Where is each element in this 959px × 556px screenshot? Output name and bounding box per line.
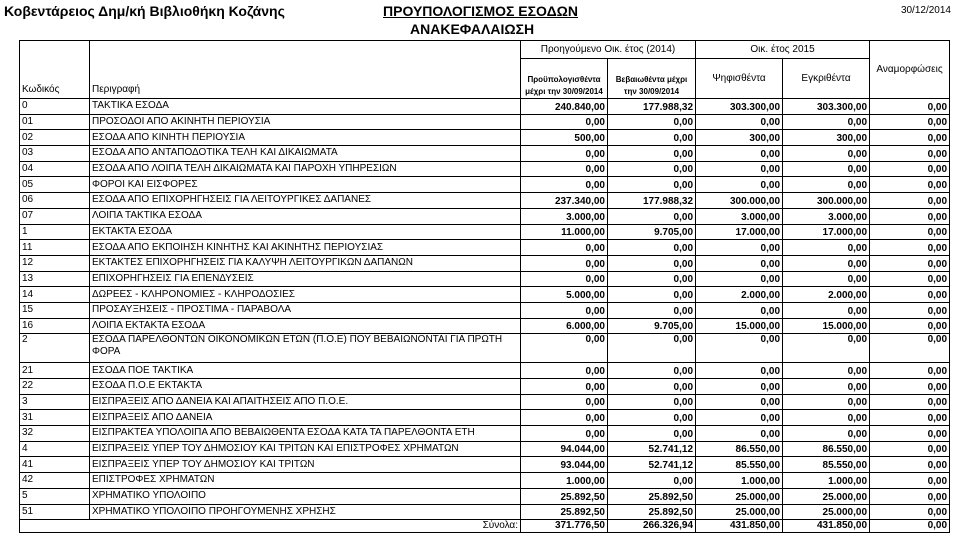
cell-certified: 0,00 — [608, 161, 696, 177]
cell-voted: 0,00 — [696, 240, 783, 256]
cell-code: 1 — [20, 224, 90, 240]
cell-budgeted: 0,00 — [521, 255, 608, 271]
cell-description: ΕΣΟΔΑ ΑΠΟ ΕΚΠΟΙΗΣΗ ΚΙΝΗΤΗΣ ΚΑΙ ΑΚΙΝΗΤΗΣ ΠΕΡΙΟΥΣΙΑΣ — [90, 240, 521, 256]
cell-revisions: 0,00 — [870, 488, 950, 504]
table-row — [20, 302, 950, 318]
table-row — [20, 318, 950, 334]
table-row — [20, 457, 950, 473]
cell-revisions: 0,00 — [870, 426, 950, 442]
cell-code: 06 — [20, 193, 90, 209]
cell-code: 0 — [20, 99, 90, 115]
cell-certified: 25.892,50 — [608, 504, 696, 520]
cell-certified: 9.705,00 — [608, 318, 696, 334]
cell-certified: 0,00 — [608, 271, 696, 287]
cell-certified: 0,00 — [608, 177, 696, 193]
cell-budgeted: 0,00 — [521, 410, 608, 426]
cell-description: ΛΟΙΠΑ ΤΑΚΤΙΚΑ ΕΣΟΔΑ — [90, 208, 521, 224]
cell-revisions: 0,00 — [870, 379, 950, 395]
table-row — [20, 363, 950, 379]
cell-certified: 0,00 — [608, 255, 696, 271]
cell-approved: 0,00 — [783, 114, 870, 130]
cell-code: 16 — [20, 318, 90, 334]
cell-budgeted: 240.840,00 — [521, 99, 608, 115]
cell-certified: 0,00 — [608, 334, 696, 363]
cell-certified: 52.741,12 — [608, 441, 696, 457]
total-budgeted: 371.776,50 — [521, 520, 608, 533]
table-row — [20, 488, 950, 504]
cell-certified: 52.741,12 — [608, 457, 696, 473]
cell-revisions: 0,00 — [870, 114, 950, 130]
cell-approved: 0,00 — [783, 255, 870, 271]
cell-approved: 17.000,00 — [783, 224, 870, 240]
cell-budgeted: 500,00 — [521, 130, 608, 146]
table-row — [20, 114, 950, 130]
header-row-groups — [20, 41, 950, 59]
table-row — [20, 473, 950, 489]
cell-description: ΕΠΙΣΤΡΟΦΕΣ ΧΡΗΜΑΤΩΝ — [90, 473, 521, 489]
cell-approved: 0,00 — [783, 394, 870, 410]
table-row — [20, 379, 950, 395]
cell-description: ΕΠΙΧΟΡΗΓΗΣΕΙΣ ΓΙΑ ΕΠΕΝΔΥΣΕΙΣ — [90, 271, 521, 287]
cell-approved: 25.000,00 — [783, 488, 870, 504]
cell-code: 15 — [20, 302, 90, 318]
cell-budgeted: 11.000,00 — [521, 224, 608, 240]
cell-certified: 0,00 — [608, 208, 696, 224]
cell-revisions: 0,00 — [870, 271, 950, 287]
cell-approved: 0,00 — [783, 334, 870, 363]
column-header-voted: Ψηφισθέντα — [696, 59, 783, 99]
table-row — [20, 426, 950, 442]
cell-budgeted: 237.340,00 — [521, 193, 608, 209]
revenue-summary-table — [19, 40, 950, 533]
cell-voted: 3.000,00 — [696, 208, 783, 224]
cell-code: 31 — [20, 410, 90, 426]
cell-approved: 1.000,00 — [783, 473, 870, 489]
cell-voted: 25.000,00 — [696, 488, 783, 504]
cell-description: ΕΙΣΠΡΑΚΤΕΑ ΥΠΟΛΟΙΠΑ ΑΠΟ ΒΕΒΑΙΩΘΕΝΤΑ ΕΣΟΔΑ ΚΑΤΑ ΤΑ ΠΑΡΕΛΘΟΝΤΑ ΕΤΗ — [90, 426, 521, 442]
cell-revisions: 0,00 — [870, 161, 950, 177]
cell-revisions: 0,00 — [870, 318, 950, 334]
cell-budgeted: 25.892,50 — [521, 504, 608, 520]
cell-voted: 0,00 — [696, 302, 783, 318]
report-date: 30/12/2014 — [900, 5, 951, 16]
cell-budgeted: 0,00 — [521, 146, 608, 162]
organization-name: Κοβεντάρειος Δημ/κή Βιβλιοθήκη Κοζάνης — [4, 3, 285, 19]
cell-code: 4 — [20, 441, 90, 457]
column-header-revisions: Αναμορφώσεις — [870, 41, 950, 99]
cell-budgeted: 25.892,50 — [521, 488, 608, 504]
total-revisions: 0,00 — [870, 520, 950, 533]
cell-budgeted: 0,00 — [521, 240, 608, 256]
cell-voted: 0,00 — [696, 161, 783, 177]
cell-approved: 0,00 — [783, 379, 870, 395]
cell-approved: 3.000,00 — [783, 208, 870, 224]
cell-code: 12 — [20, 255, 90, 271]
cell-certified: 0,00 — [608, 473, 696, 489]
cell-revisions: 0,00 — [870, 394, 950, 410]
cell-approved: 0,00 — [783, 363, 870, 379]
cell-certified: 0,00 — [608, 287, 696, 303]
cell-certified: 0,00 — [608, 146, 696, 162]
cell-certified: 0,00 — [608, 114, 696, 130]
cell-voted: 0,00 — [696, 255, 783, 271]
cell-revisions: 0,00 — [870, 363, 950, 379]
cell-voted: 0,00 — [696, 410, 783, 426]
cell-budgeted: 6.000,00 — [521, 318, 608, 334]
cell-revisions: 0,00 — [870, 441, 950, 457]
cell-approved: 0,00 — [783, 426, 870, 442]
cell-revisions: 0,00 — [870, 193, 950, 209]
cell-approved: 0,00 — [783, 240, 870, 256]
cell-certified: 0,00 — [608, 240, 696, 256]
cell-revisions: 0,00 — [870, 146, 950, 162]
cell-description: ΧΡΗΜΑΤΙΚΟ ΥΠΟΛΟΙΠΟ ΠΡΟΗΓΟΥΜΕΝΗΣ ΧΡΗΣΗΣ — [90, 504, 521, 520]
cell-voted: 300.000,00 — [696, 193, 783, 209]
cell-budgeted: 93.044,00 — [521, 457, 608, 473]
cell-revisions: 0,00 — [870, 457, 950, 473]
cell-description: ΕΙΣΠΡΑΞΕΙΣ ΥΠΕΡ ΤΟΥ ΔΗΜΟΣΙΟΥ ΚΑΙ ΤΡΙΤΩΝ ΚΑΙ ΕΠΙΣΤΡΟΦΕΣ ΧΡΗΜΑΤΩΝ — [90, 441, 521, 457]
table-row — [20, 410, 950, 426]
total-certified: 266.326,94 — [608, 520, 696, 533]
cell-revisions: 0,00 — [870, 240, 950, 256]
cell-code: 22 — [20, 379, 90, 395]
cell-description: ΕΣΟΔΑ ΑΠΟ ΛΟΙΠΑ ΤΕΛΗ ΔΙΚΑΙΩΜΑΤΑ ΚΑΙ ΠΑΡΟΧΗ ΥΠΗΡΕΣΙΩΝ — [90, 161, 521, 177]
cell-revisions: 0,00 — [870, 255, 950, 271]
cell-certified: 0,00 — [608, 130, 696, 146]
cell-certified: 0,00 — [608, 426, 696, 442]
column-header-certified: Βεβαιωθέντα μέχρι την 30/09/2014 — [608, 59, 696, 99]
cell-approved: 86.550,00 — [783, 441, 870, 457]
cell-revisions: 0,00 — [870, 473, 950, 489]
cell-approved: 2.000,00 — [783, 287, 870, 303]
report-title: ΠΡΟΥΠΟΛΟΓΙΣΜΟΣ ΕΣΟΔΩΝ — [383, 3, 578, 19]
cell-code: 41 — [20, 457, 90, 473]
table-row — [20, 271, 950, 287]
column-group-current-year: Οικ. έτος 2015 — [696, 41, 870, 59]
cell-budgeted: 0,00 — [521, 394, 608, 410]
cell-budgeted: 94.044,00 — [521, 441, 608, 457]
cell-description: ΕΙΣΠΡΑΞΕΙΣ ΥΠΕΡ ΤΟΥ ΔΗΜΟΣΙΟΥ ΚΑΙ ΤΡΙΤΩΝ — [90, 457, 521, 473]
cell-approved: 0,00 — [783, 161, 870, 177]
cell-voted: 0,00 — [696, 177, 783, 193]
cell-code: 21 — [20, 363, 90, 379]
cell-description: ΕΙΣΠΡΑΞΕΙΣ ΑΠΟ ΔΑΝΕΙΑ ΚΑΙ ΑΠΑΙΤΗΣΕΙΣ ΑΠΟ Π.Ο.Ε. — [90, 394, 521, 410]
cell-approved: 0,00 — [783, 271, 870, 287]
cell-code: 51 — [20, 504, 90, 520]
cell-approved: 0,00 — [783, 410, 870, 426]
cell-budgeted: 3.000,00 — [521, 208, 608, 224]
totals-row — [20, 520, 950, 533]
column-header-approved: Εγκριθέντα — [783, 59, 870, 99]
table-row — [20, 99, 950, 115]
cell-budgeted: 0,00 — [521, 426, 608, 442]
cell-description: ΠΡΟΣΟΔΟΙ ΑΠΟ ΑΚΙΝΗΤΗ ΠΕΡΙΟΥΣΙΑ — [90, 114, 521, 130]
cell-voted: 0,00 — [696, 114, 783, 130]
cell-revisions: 0,00 — [870, 334, 950, 363]
cell-approved: 300,00 — [783, 130, 870, 146]
column-header-budgeted: Προϋπολογισθέντα μέχρι την 30/09/2014 — [521, 59, 608, 99]
report-subtitle: ΑΝΑΚΕΦΑΛΑΙΩΣΗ — [410, 21, 535, 37]
cell-voted: 0,00 — [696, 271, 783, 287]
cell-certified: 0,00 — [608, 394, 696, 410]
cell-approved: 303.300,00 — [783, 99, 870, 115]
cell-description: ΕΚΤΑΚΤΑ ΕΣΟΔΑ — [90, 224, 521, 240]
cell-voted: 303.300,00 — [696, 99, 783, 115]
cell-description: ΕΚΤΑΚΤΕΣ ΕΠΙΧΟΡΗΓΗΣΕΙΣ ΓΙΑ ΚΑΛΥΨΗ ΛΕΙΤΟΥΡΓΙΚΩΝ ΔΑΠΑΝΩΝ — [90, 255, 521, 271]
cell-certified: 177.988,32 — [608, 193, 696, 209]
cell-voted: 0,00 — [696, 334, 783, 363]
cell-description: ΕΣΟΔΑ ΠΑΡΕΛΘΟΝΤΩΝ ΟΙΚΟΝΟΜΙΚΩΝ ΕΤΩΝ (Π.Ο.Ε) ΠΟΥ ΒΕΒΑΙΩΝΟΝΤΑΙ ΓΙΑ ΠΡΩΤΗ ΦΟΡΑ — [90, 334, 521, 363]
cell-description: ΧΡΗΜΑΤΙΚΟ ΥΠΟΛΟΙΠΟ — [90, 488, 521, 504]
table-row — [20, 130, 950, 146]
cell-description: ΕΣΟΔΑ ΑΠΟ ΑΝΤΑΠΟΔΟΤΙΚΑ ΤΕΛΗ ΚΑΙ ΔΙΚΑΙΩΜΑΤΑ — [90, 146, 521, 162]
cell-voted: 0,00 — [696, 146, 783, 162]
cell-revisions: 0,00 — [870, 287, 950, 303]
cell-revisions: 0,00 — [870, 99, 950, 115]
cell-revisions: 0,00 — [870, 504, 950, 520]
cell-approved: 15.000,00 — [783, 318, 870, 334]
cell-approved: 0,00 — [783, 302, 870, 318]
cell-approved: 25.000,00 — [783, 504, 870, 520]
cell-code: 07 — [20, 208, 90, 224]
cell-description: ΕΣΟΔΑ ΑΠΟ ΕΠΙΧΟΡΗΓΗΣΕΙΣ ΓΙΑ ΛΕΙΤΟΥΡΓΙΚΕΣ ΔΑΠΑΝΕΣ — [90, 193, 521, 209]
cell-voted: 17.000,00 — [696, 224, 783, 240]
cell-description: ΠΡΟΣΑΥΞΗΣΕΙΣ - ΠΡΟΣΤΙΜΑ - ΠΑΡΑΒΟΛΑ — [90, 302, 521, 318]
total-approved: 431.850,00 — [783, 520, 870, 533]
cell-voted: 300,00 — [696, 130, 783, 146]
column-header-description: Περιγραφή — [90, 41, 521, 99]
cell-voted: 85.550,00 — [696, 457, 783, 473]
table-row — [20, 334, 950, 363]
cell-code: 2 — [20, 334, 90, 363]
cell-budgeted: 0,00 — [521, 334, 608, 363]
column-header-code: Κωδικός — [20, 41, 90, 99]
cell-description: ΕΣΟΔΑ ΠΟΕ ΤΑΚΤΙΚΑ — [90, 363, 521, 379]
table-row — [20, 255, 950, 271]
cell-certified: 25.892,50 — [608, 488, 696, 504]
cell-description: ΦΟΡΟΙ ΚΑΙ ΕΙΣΦΟΡΕΣ — [90, 177, 521, 193]
cell-description: ΕΣΟΔΑ ΑΠΟ ΚΙΝΗΤΗ ΠΕΡΙΟΥΣΙΑ — [90, 130, 521, 146]
table-row — [20, 224, 950, 240]
cell-code: 14 — [20, 287, 90, 303]
table-row — [20, 208, 950, 224]
table-row — [20, 177, 950, 193]
cell-budgeted: 0,00 — [521, 114, 608, 130]
table-row — [20, 287, 950, 303]
cell-voted: 15.000,00 — [696, 318, 783, 334]
cell-code: 5 — [20, 488, 90, 504]
table-row — [20, 441, 950, 457]
cell-voted: 2.000,00 — [696, 287, 783, 303]
cell-approved: 300.000,00 — [783, 193, 870, 209]
total-voted: 431.850,00 — [696, 520, 783, 533]
cell-code: 3 — [20, 394, 90, 410]
cell-budgeted: 0,00 — [521, 271, 608, 287]
cell-description: ΕΙΣΠΡΑΞΕΙΣ ΑΠΟ ΔΑΝΕΙΑ — [90, 410, 521, 426]
cell-certified: 0,00 — [608, 410, 696, 426]
cell-certified: 177.988,32 — [608, 99, 696, 115]
cell-revisions: 0,00 — [870, 224, 950, 240]
cell-approved: 0,00 — [783, 146, 870, 162]
cell-description: ΕΣΟΔΑ Π.Ο.Ε ΕΚΤΑΚΤΑ — [90, 379, 521, 395]
cell-code: 42 — [20, 473, 90, 489]
cell-approved: 0,00 — [783, 177, 870, 193]
cell-voted: 0,00 — [696, 379, 783, 395]
cell-voted: 1.000,00 — [696, 473, 783, 489]
table-row — [20, 394, 950, 410]
cell-voted: 0,00 — [696, 363, 783, 379]
cell-revisions: 0,00 — [870, 130, 950, 146]
cell-code: 01 — [20, 114, 90, 130]
cell-budgeted: 0,00 — [521, 302, 608, 318]
cell-description: ΔΩΡΕΕΣ - ΚΛΗΡΟΝΟΜΙΕΣ - ΚΛΗΡΟΔΟΣΙΕΣ — [90, 287, 521, 303]
cell-code: 03 — [20, 146, 90, 162]
cell-voted: 86.550,00 — [696, 441, 783, 457]
cell-code: 04 — [20, 161, 90, 177]
cell-code: 05 — [20, 177, 90, 193]
cell-budgeted: 0,00 — [521, 177, 608, 193]
cell-code: 13 — [20, 271, 90, 287]
cell-certified: 0,00 — [608, 302, 696, 318]
table-row — [20, 240, 950, 256]
cell-revisions: 0,00 — [870, 208, 950, 224]
column-group-previous-year: Προηγούμενο Οικ. έτος (2014) — [521, 41, 696, 59]
cell-voted: 0,00 — [696, 394, 783, 410]
cell-budgeted: 0,00 — [521, 161, 608, 177]
cell-voted: 25.000,00 — [696, 504, 783, 520]
table-row — [20, 193, 950, 209]
cell-certified: 9.705,00 — [608, 224, 696, 240]
cell-voted: 0,00 — [696, 426, 783, 442]
table-row — [20, 146, 950, 162]
cell-budgeted: 1.000,00 — [521, 473, 608, 489]
table-row — [20, 504, 950, 520]
cell-code: 11 — [20, 240, 90, 256]
totals-label: Σύνολα: — [20, 520, 521, 533]
cell-code: 02 — [20, 130, 90, 146]
cell-description: ΤΑΚΤΙΚΑ ΕΣΟΔΑ — [90, 99, 521, 115]
cell-revisions: 0,00 — [870, 177, 950, 193]
cell-budgeted: 0,00 — [521, 363, 608, 379]
cell-code: 32 — [20, 426, 90, 442]
cell-description: ΛΟΙΠΑ ΕΚΤΑΚΤΑ ΕΣΟΔΑ — [90, 318, 521, 334]
cell-revisions: 0,00 — [870, 410, 950, 426]
cell-certified: 0,00 — [608, 363, 696, 379]
cell-budgeted: 5.000,00 — [521, 287, 608, 303]
table-row — [20, 161, 950, 177]
cell-certified: 0,00 — [608, 379, 696, 395]
cell-approved: 85.550,00 — [783, 457, 870, 473]
cell-budgeted: 0,00 — [521, 379, 608, 395]
cell-revisions: 0,00 — [870, 302, 950, 318]
